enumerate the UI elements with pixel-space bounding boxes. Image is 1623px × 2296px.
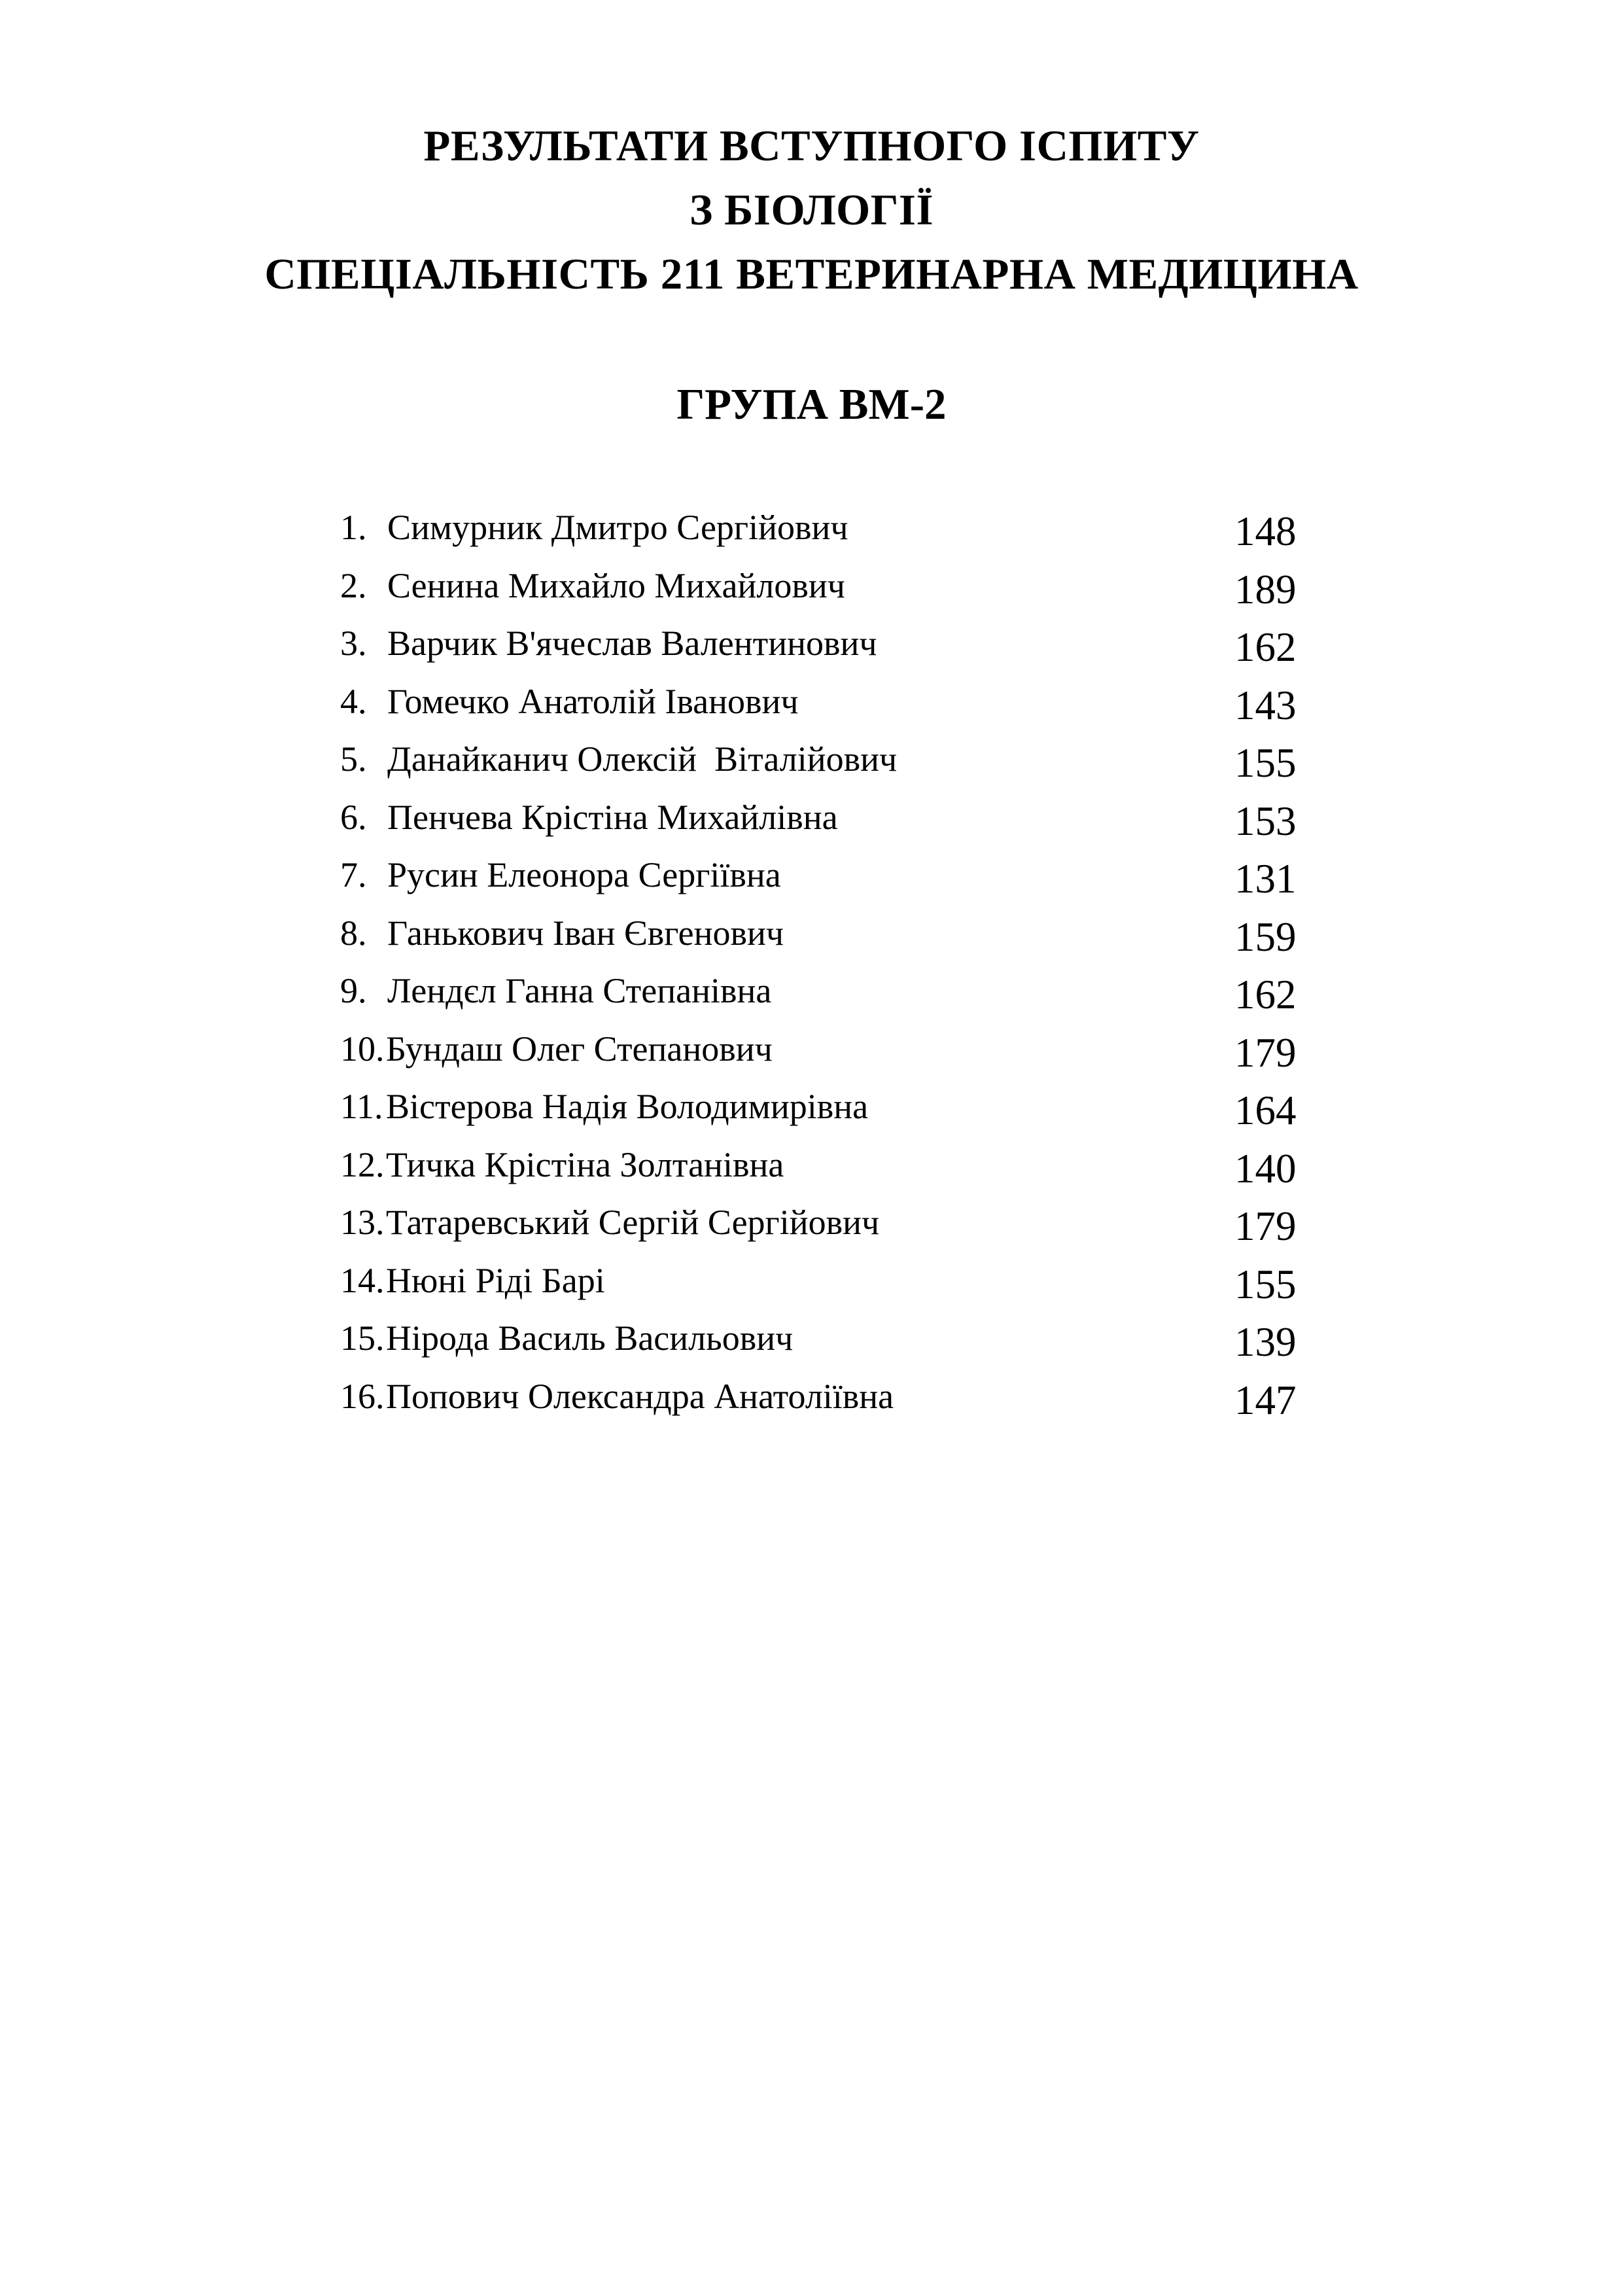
entry-number: 5.: [340, 739, 367, 779]
entry-name: Бундаш Олег Степанович: [386, 1029, 773, 1069]
list-item: [340, 1020, 1308, 1078]
entry-score: 155: [1234, 1261, 1297, 1307]
list-item: [340, 1193, 1308, 1252]
entry-name: Тичка Крістіна Золтанівна: [386, 1144, 784, 1184]
entry-score: 179: [1234, 1029, 1297, 1076]
list-item: [340, 962, 1308, 1020]
list-item: [340, 499, 1308, 557]
entry-score: 164: [1234, 1087, 1297, 1133]
entry-score: 179: [1234, 1203, 1297, 1249]
entry-name: Вістерова Надія Володимирівна: [386, 1087, 869, 1126]
entry-score: 153: [1234, 798, 1297, 844]
entry-score: 147: [1234, 1377, 1297, 1423]
entry-number: 3.: [340, 624, 367, 663]
entry-number: 4.: [340, 681, 367, 721]
entry-number: 8.: [340, 913, 367, 953]
document-title-line-2: З БІОЛОГІЇ: [689, 186, 934, 234]
entry-number: 11.: [340, 1087, 383, 1126]
entry-score: 159: [1234, 913, 1297, 960]
entry-name: Попович Олександра Анатоліївна: [386, 1376, 894, 1416]
entry-name: Сенина Михайло Михайлович: [387, 565, 845, 605]
entry-score: 155: [1234, 740, 1297, 786]
entry-number: 14.: [340, 1260, 385, 1300]
entry-number: 7.: [340, 855, 367, 894]
entry-number: 6.: [340, 797, 367, 837]
entry-name: Лендєл Ганна Степанівна: [387, 971, 772, 1010]
entry-score: 139: [1234, 1319, 1297, 1365]
entry-score: 140: [1234, 1145, 1297, 1192]
list-item: [340, 904, 1308, 963]
entry-name: Варчик В'ячеслав Валентинович: [387, 624, 877, 663]
entry-number: 16.: [340, 1376, 385, 1416]
document-title-line-3: СПЕЦІАЛЬНІСТЬ 211 ВЕТЕРИНАРНА МЕДИЦИНА: [264, 250, 1359, 298]
entry-name: Ганькович Іван Євгенович: [387, 913, 784, 953]
entry-number: 9.: [340, 971, 367, 1010]
entry-score: 189: [1234, 566, 1297, 612]
list-item: [340, 557, 1308, 615]
list-item: [340, 1368, 1308, 1426]
entry-number: 13.: [340, 1203, 385, 1242]
entry-score: 143: [1234, 682, 1297, 728]
entry-number: 12.: [340, 1144, 385, 1184]
list-item: [340, 788, 1308, 847]
entry-name: Пенчева Крістіна Михайлівна: [387, 797, 838, 837]
list-item: [340, 730, 1308, 788]
entry-score: 148: [1234, 508, 1297, 554]
entry-name: Татаревський Сергій Сергійович: [386, 1203, 880, 1242]
entry-name: Нюні Ріді Барі: [386, 1260, 605, 1300]
entry-name: Нірода Василь Васильович: [386, 1318, 794, 1358]
entry-score: 162: [1234, 624, 1297, 670]
entry-number: 2.: [340, 565, 367, 605]
list-item: [340, 846, 1308, 904]
list-item: [340, 1309, 1308, 1368]
results-list: [340, 499, 1308, 1425]
entry-number: 1.: [340, 508, 367, 547]
list-item: [340, 1136, 1308, 1194]
entry-number: 10.: [340, 1029, 385, 1069]
list-item: [340, 673, 1308, 731]
entry-name: Гомечко Анатолій Іванович: [387, 681, 799, 721]
entry-score: 162: [1234, 972, 1297, 1017]
document-title-line-1: РЕЗУЛЬТАТИ ВСТУПНОГО ІСПИТУ: [423, 122, 1200, 170]
entry-score: 131: [1234, 856, 1297, 902]
group-title: ГРУПА ВМ-2: [676, 380, 947, 429]
list-item: [340, 614, 1308, 673]
list-item: [340, 1252, 1308, 1310]
entry-name: Данайканич Олексій Віталійович: [387, 739, 898, 779]
entry-name: Симурник Дмитро Сергійович: [387, 508, 848, 547]
entry-number: 15.: [340, 1318, 385, 1358]
entry-name: Русин Елеонора Сергіївна: [387, 855, 781, 894]
list-item: [340, 1078, 1308, 1136]
